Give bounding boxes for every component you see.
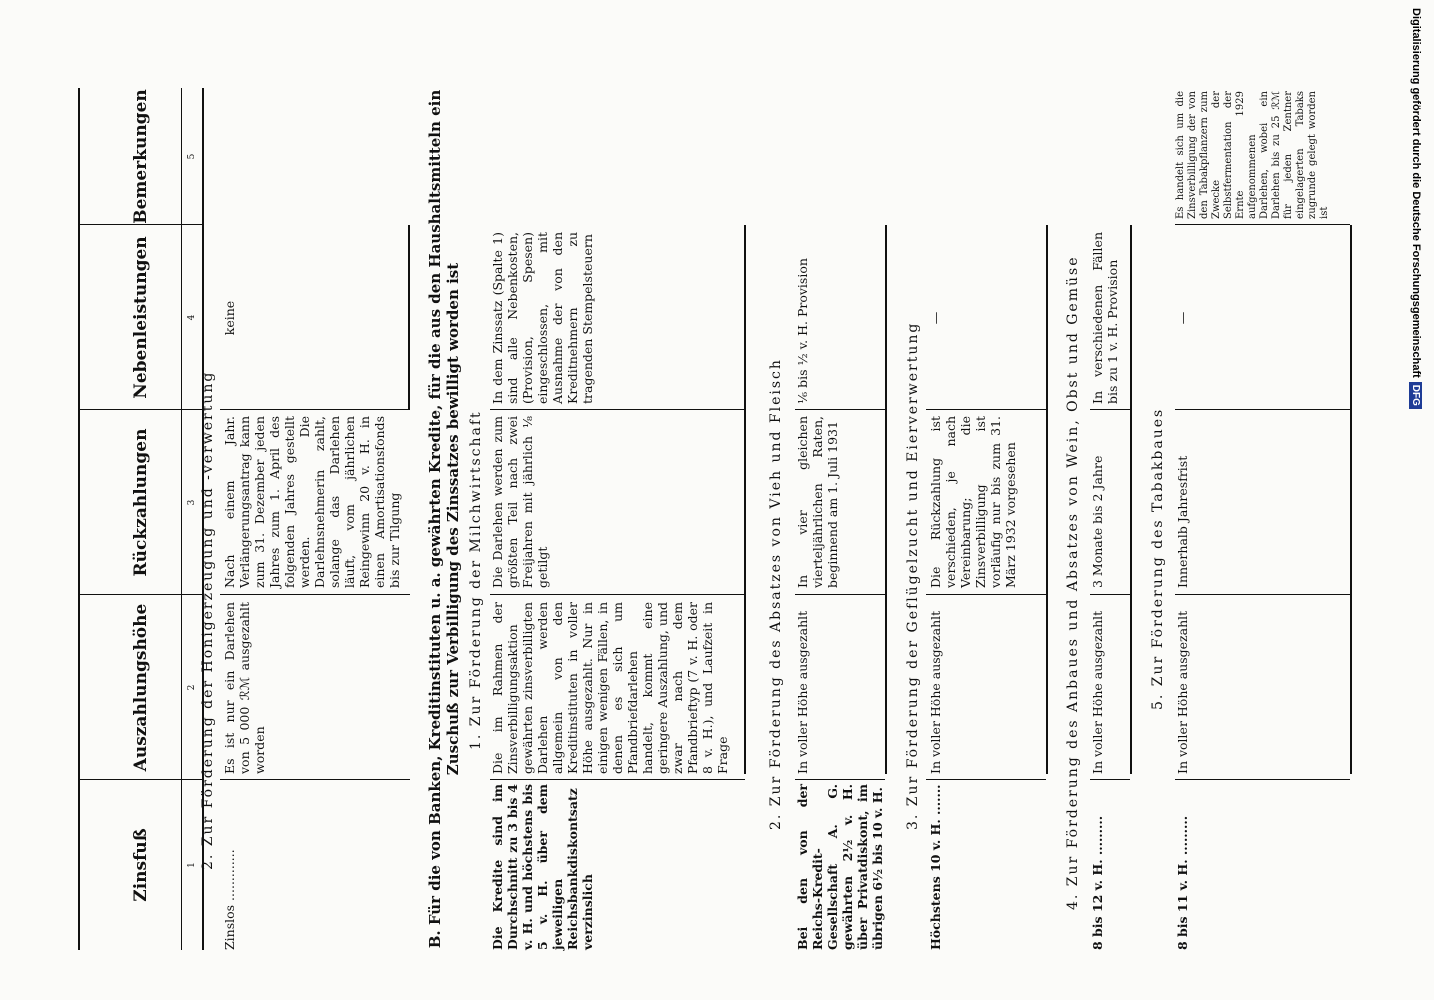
header-col4-num: 4: [181, 225, 202, 410]
b5-remarks: Es handelt sich um die Zinsverbilligung der von den Tabakpflanzern zum Zwecke der Selbstfermentation der Ernte 1929 aufgenommenen Darlehen, wobei ein Darlehen bis zu 25 ℛℳ für jeden Zentner eingelagerten Tabaks zugrunde gelegt worden ist: [1175, 91, 1330, 219]
b1-rate: Die Kredite sind im Durchschnitt zu 3 bis 4 v. H. und höchstens bis 5 v. H. über dem jeweiligen Reichsbankdiskontsatz verzinslich: [490, 784, 595, 950]
rotated-table-page: [50, 60, 1390, 950]
dfg-sidebar: [1396, 8, 1434, 406]
divider: [1175, 779, 1350, 780]
divider: [490, 594, 745, 595]
b2-fees: ⅙ bis ½ v. H. Provision: [795, 258, 810, 404]
divider: [885, 225, 887, 774]
divider: [1350, 225, 1352, 774]
b3-fees: —: [928, 311, 943, 325]
divider: [795, 594, 885, 595]
divider: [926, 779, 1046, 780]
b4-fees: In verschiedenen Fällen bis zu 1 v. H. Provision: [1090, 232, 1120, 404]
divider: [1090, 779, 1130, 780]
header-zinsfuss: [80, 779, 202, 950]
header-col2-num: 2: [181, 595, 202, 780]
b4-rate: 8 bis 12 v. H. .........: [1090, 815, 1105, 950]
divider: [1175, 224, 1350, 225]
b2-rate: Bei den von der Reichs-Kredit-Gesellschaft A. G. gewährten 2½ v. H. über Privatdiskont, im übrigen 6½ bis 10 v. H.: [795, 784, 885, 950]
b4-payout: In voller Höhe ausgezahlt: [1090, 610, 1105, 774]
header-col3-num: 3: [181, 410, 202, 595]
divider: [744, 225, 746, 774]
header-col1-num: 1: [181, 780, 202, 950]
b1-repay: Die Darlehen werden zum größten Teil nach zwei Freijahren mit jährlich ⅛ getilgt: [490, 416, 550, 588]
b3-repay: Die Rückzahlung ist verschieden, je nach Vereinbarung; die Zinsverbilligung ist vorläufig nur bis zum 31. März 1932 vorgesehen: [928, 416, 1018, 588]
header-auszahlung: [80, 594, 202, 780]
divider: [926, 594, 1046, 595]
honig-payout: Es ist nur ein Darlehen von 5 000 ℛℳ ausgezahlt worden: [222, 602, 267, 774]
b3-rate: Höchstens 10 v. H. .......: [928, 784, 943, 950]
b2-payout: In voller Höhe ausgezahlt: [795, 610, 810, 774]
section-b4-title: 4. Zur Förderung des Anbaues und Absatzes von Wein, Obst und Gemüse: [1065, 255, 1081, 910]
header-col5-label: Bemerkungen: [131, 89, 151, 224]
header-bemerkungen: [80, 88, 202, 225]
divider: [1046, 225, 1048, 774]
b3-payout: In voller Höhe ausgezahlt: [928, 610, 943, 774]
divider: [795, 409, 885, 410]
header-nebenleistungen: [80, 224, 202, 410]
divider: [1090, 594, 1130, 595]
dfg-credit-text: Digitalisierung gefördert durch die Deutsche Forschungsgemeinschaft: [1410, 8, 1422, 378]
dfg-credit: [1406, 8, 1426, 406]
section-honig-title: 2. Zur Förderung der Honigerzeugung und -verwertung: [200, 370, 216, 870]
divider: [1090, 409, 1130, 410]
header-col4-label: Nebenleistungen: [131, 236, 151, 399]
honig-rate: Zinslos .............: [222, 849, 237, 950]
divider: [490, 779, 745, 780]
section-b-title: B. Für die von Banken, Kreditinstituten u. a. gewährten Kredite, für die aus den Haushaltsmitteln ein Zuschuß zur Verbilligung des Zinssatzes bewilligt worden ist: [426, 89, 462, 949]
honig-fees: keine: [222, 300, 237, 336]
dfg-logo: DFG: [1410, 382, 1423, 409]
section-b2-title: 2. Zur Förderung des Absatzes von Vieh und Fleisch: [768, 358, 784, 830]
divider: [1175, 409, 1350, 410]
header-col1-label: Zinsfuß: [131, 828, 151, 902]
divider: [926, 409, 1046, 410]
header-col3-label: Rückzahlungen: [131, 428, 151, 577]
divider: [1130, 225, 1132, 774]
divider: [795, 779, 885, 780]
header-rueckzahlung: [80, 409, 202, 595]
b2-repay: In vier gleichen vierteljährlichen Raten, beginnend am 1. Juli 1931: [795, 416, 840, 588]
b4-repay: 3 Monate bis 2 Jahre: [1090, 455, 1105, 588]
divider: [490, 409, 745, 410]
divider: [220, 409, 410, 410]
divider: [1175, 594, 1350, 595]
honig-repay: Nach einem Jahr. Verlängerungsantrag kann zum 31. Dezember jeden Jahres zum 1. April des folgenden Jahres gestellt werden. Die Darlehnsnehmerin zahlt, solange das Darlehen läuft, vom jährlichen Reingewinn 20 v. H. in einen Amortisationsfonds bis zur Tilgung: [222, 416, 402, 588]
header-col2-label: Auszahlungshöhe: [131, 603, 151, 772]
b5-payout: In voller Höhe ausgezahlt: [1175, 610, 1190, 774]
b5-fees: —: [1175, 311, 1190, 325]
b5-repay: Innerhalb Jahresfrist: [1175, 455, 1190, 588]
section-b5-title: 5. Zur Förderung des Tabakbaues: [1150, 407, 1166, 710]
divider: [220, 594, 410, 595]
b1-fees: In dem Zinssatz (Spalte 1) sind alle Nebenkosten, (Provision, Spesen) eingeschlossen, mit Ausnahme der von den Kreditnehmern zu tragenden Stempelsteuern: [490, 232, 595, 404]
table-header: [78, 88, 204, 950]
divider: [220, 779, 410, 780]
section-b3-title: 3. Zur Förderung der Geflügelzucht und Eierverwertung: [905, 321, 921, 830]
divider: [408, 225, 410, 410]
b1-payout: Die im Rahmen der Zinsverbilligungsaktion gewährten zinsverbilligten Darlehen werden allgemein von den Kreditinstituten in voller Höhe ausgezahlt. Nur in einigen wenigen Fällen, in denen es sich um Pfandbriefdarlehen handelt, kommt eine geringere Auszahlung, und zwar nach dem Pfandbrieftyp (7 v. H. oder 8 v. H.), und Laufzeit in Frage: [490, 602, 730, 774]
header-col5-num: 5: [181, 88, 202, 225]
section-b1-title: 1. Zur Förderung der Milchwirtschaft: [468, 410, 484, 750]
b5-rate: 8 bis 11 v. H. .........: [1175, 815, 1190, 950]
